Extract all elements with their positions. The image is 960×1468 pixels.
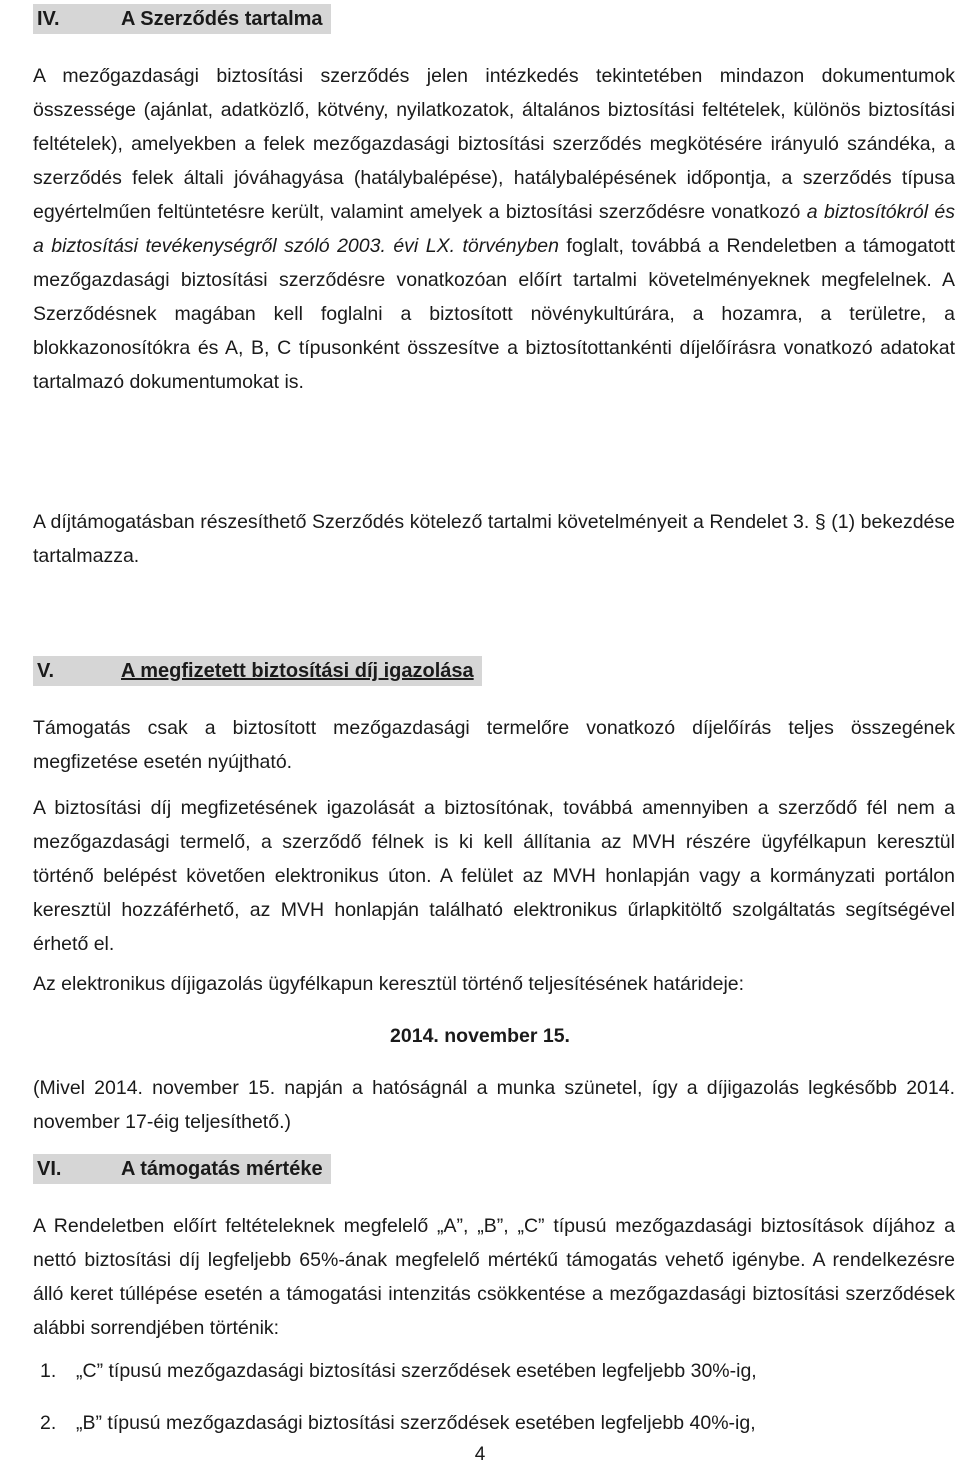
paragraph-text: A mezőgazdasági biztosítási szerződés jelen intézkedés tekintetében mindazon dokumentumok összessége (ajánlat, adatközlő, kötvény, nyilatkozatok, általános biztosítási feltételek, különös biztosítási feltételek), amelyekben a felek mezőgazdasági biztosítási szerződés megkötésére irányuló szándéka, a szerződés felek általi jóváhagyása (hatálybalépése), hatálybalépésének időpontja, a szerződés típusa egyértelműen feltüntetésre került, valamint amelyek a biztosítási szerződésre vonatkozó xyxy=(33,65,955,223)
section-v-paragraph-2: A biztosítási díj megfizetésének igazolását a biztosítónak, továbbá amennyiben a szerződő fél nem a mezőgazdasági termelő, a szerződő félnek is ki kell állítania az MVH részére ügyfélkapun keresztül történő belépést követően elektronikus úton. A felület az MVH honlapján vagy a kormányzati portálon keresztül hozzáférhető, az MVH honlapján található elektronikus űrlapkitöltő szolgáltatás segítségével érhető el. xyxy=(33,797,955,955)
section-number: IV. xyxy=(37,8,60,30)
list-item xyxy=(40,1354,757,1388)
section-number: VI. xyxy=(37,1158,62,1180)
paragraph-text: foglalt, továbbá a Rendeletben a támogatott mezőgazdasági biztosítási szerződésre vonatkozóan előírt tartalmi követelményeknek megfelelnek. A Szerződésnek magában kell foglalni a biztosított növénykultúrára, a hozamra, a területre, a blokkazonosítókra és A, B, C típusonként összesítve a biztosítottankénti díjelőírásra vonatkozó adatokat tartalmazó dokumentumokat is. xyxy=(33,235,955,393)
list-item xyxy=(40,1406,756,1440)
section-number: V. xyxy=(37,660,55,682)
section-title: A támogatás mértéke xyxy=(121,1158,323,1180)
section-iv-heading xyxy=(33,4,331,34)
list-text: „C” típusú mezőgazdasági biztosítási szerződések esetében legfeljebb 30%-ig, xyxy=(76,1360,757,1382)
law-reference: a biztosítókról és a biztosítási tevékenységről szóló 2003. évi LX. törvényben xyxy=(33,201,955,257)
section-v-paragraph-4: (Mivel 2014. november 15. napján a hatóságnál a munka szünetel, így a díjigazolás legkésőbb 2014. november 17-éig teljesíthető.) xyxy=(33,1077,955,1133)
section-v-heading xyxy=(33,656,482,686)
deadline-date: 2014. november 15. xyxy=(390,1025,570,1047)
section-title: A Szerződés tartalma xyxy=(121,8,323,30)
section-v-paragraph-3: Az elektronikus díjigazolás ügyfélkapun keresztül történő teljesítésének határideje: xyxy=(33,973,745,995)
list-number: 2. xyxy=(40,1412,57,1434)
section-iv-paragraph-1 xyxy=(33,59,955,399)
section-iv-paragraph-2: A díjtámogatásban részesíthető Szerződés kötelező tartalmi követelményeit a Rendelet 3. § (1) bekezdése tartalmazza. xyxy=(33,511,955,567)
section-v-paragraph-1: Támogatás csak a biztosított mezőgazdasági termelőre vonatkozó díjelőírás teljes összegének megfizetése esetén nyújtható. xyxy=(33,717,955,773)
section-vi-paragraph-1: A Rendeletben előírt feltételeknek megfelelő „A”, „B”, „C” típusú mezőgazdasági biztosítások díjához a nettó biztosítási díj legfeljebb 65%-ának megfelelő mértékű támogatás vehető igénybe. A rendelkezésre álló keret túllépése esetén a támogatási intenzitás csökkentése a mezőgazdasági biztosítási szerződések alábbi sorrendjében történik: xyxy=(33,1215,955,1339)
section-vi-heading xyxy=(33,1154,331,1184)
list-text: „B” típusú mezőgazdasági biztosítási szerződések esetében legfeljebb 40%-ig, xyxy=(76,1412,756,1434)
page-number: 4 xyxy=(474,1444,486,1465)
list-number: 1. xyxy=(40,1360,57,1382)
section-title: A megfizetett biztosítási díj igazolása xyxy=(121,660,474,682)
